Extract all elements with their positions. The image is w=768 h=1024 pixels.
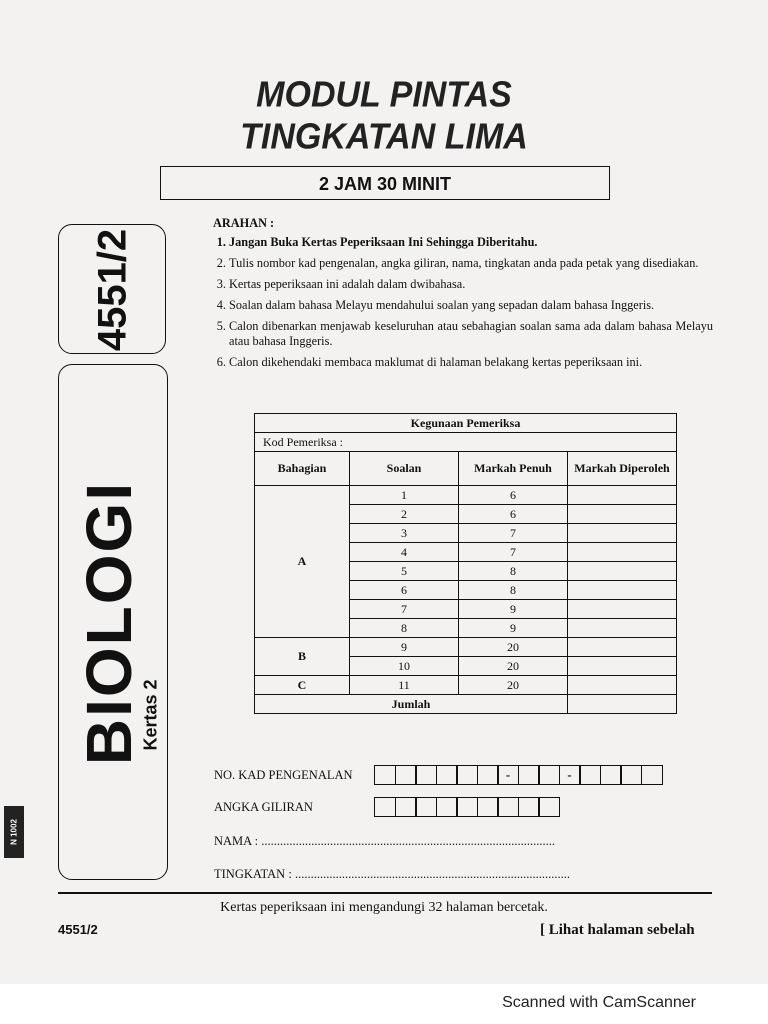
full-marks-cell: 8 [459, 562, 568, 581]
question-cell: 6 [350, 581, 459, 600]
section-cell: B [255, 638, 350, 676]
char-box[interactable] [579, 765, 601, 785]
subject-name: BIOLOGI [73, 480, 145, 766]
name-label: NAMA : [214, 834, 259, 848]
header-section: Bahagian [255, 452, 350, 486]
index-label: ANGKA GILIRAN [214, 800, 313, 814]
char-box[interactable] [600, 765, 622, 785]
marks-obtained-cell[interactable] [568, 657, 677, 676]
table-row [255, 486, 677, 505]
side-tag-text: N 1002 [9, 819, 19, 845]
full-marks-cell: 6 [459, 505, 568, 524]
question-cell: 8 [350, 619, 459, 638]
form-label: TINGKATAN : [214, 867, 292, 881]
char-box[interactable] [374, 765, 396, 785]
marks-obtained-cell[interactable] [568, 505, 677, 524]
form-field[interactable] [214, 867, 570, 882]
question-cell: 7 [350, 600, 459, 619]
char-box[interactable] [518, 797, 540, 817]
char-box[interactable] [456, 765, 478, 785]
footer-note: Kertas peperiksaan ini mengandungi 32 halaman bercetak. [220, 900, 548, 915]
char-box[interactable] [477, 797, 499, 817]
footer-paper-code: 4551/2 [58, 922, 98, 937]
marks-obtained-cell[interactable] [568, 524, 677, 543]
table-row [255, 676, 677, 695]
section-cell: A [255, 486, 350, 638]
name-field[interactable] [214, 834, 555, 849]
full-marks-cell: 9 [459, 619, 568, 638]
question-cell: 4 [350, 543, 459, 562]
table-row [255, 638, 677, 657]
marks-obtained-cell[interactable] [568, 562, 677, 581]
char-box[interactable] [518, 765, 540, 785]
paper-code: 4551/2 [90, 228, 135, 352]
full-marks-cell: 7 [459, 524, 568, 543]
instruction-item: 6. Calon dikehendaki membaca maklumat di halaman belakang kertas peperiksaan ini. [229, 355, 713, 370]
total-label: Jumlah [255, 695, 568, 714]
question-cell: 5 [350, 562, 459, 581]
header-question: Soalan [350, 452, 459, 486]
char-box[interactable] [620, 765, 642, 785]
full-marks-cell: 20 [459, 638, 568, 657]
index-input-boxes[interactable] [374, 797, 559, 817]
scanner-bar [0, 984, 768, 1024]
duration-box: 2 JAM 30 MINIT [160, 166, 610, 200]
char-box[interactable] [415, 765, 437, 785]
instruction-item: 1. Jangan Buka Kertas Peperiksaan Ini Sehingga Diberitahu. [229, 235, 713, 250]
char-box[interactable]: - [559, 765, 581, 785]
instruction-item: 2. Tulis nombor kad pengenalan, angka giliran, nama, tingkatan anda pada petak yang disediakan. [229, 256, 713, 271]
examiner-table [254, 413, 677, 714]
full-marks-cell: 20 [459, 676, 568, 695]
ic-input-boxes[interactable] [374, 765, 661, 785]
char-box[interactable] [641, 765, 663, 785]
marks-obtained-cell[interactable] [568, 638, 677, 657]
instructions-heading: ARAHAN : [213, 216, 275, 230]
char-box[interactable] [436, 765, 458, 785]
paper-code-box [58, 224, 166, 354]
header-full-marks: Markah Penuh [459, 452, 568, 486]
char-box[interactable] [395, 797, 417, 817]
char-box[interactable] [477, 765, 499, 785]
marks-obtained-cell[interactable] [568, 486, 677, 505]
question-cell: 2 [350, 505, 459, 524]
char-box[interactable]: - [497, 765, 519, 785]
question-cell: 1 [350, 486, 459, 505]
marks-obtained-cell[interactable] [568, 619, 677, 638]
examiner-code: Kod Pemeriksa : [255, 433, 677, 452]
char-box[interactable] [538, 765, 560, 785]
side-tag [4, 806, 24, 858]
char-box[interactable] [538, 797, 560, 817]
name-dots: .............................................................................................. [261, 834, 555, 848]
ic-label: NO. KAD PENGENALAN [214, 768, 353, 782]
instruction-item: 5. Calon dibenarkan menjawab keseluruhan atau sebahagian soalan sama ada dalam bahasa Melayu atau bahasa Inggeris. [229, 319, 713, 349]
section-cell: C [255, 676, 350, 695]
marks-obtained-cell[interactable] [568, 581, 677, 600]
question-cell: 10 [350, 657, 459, 676]
footer-divider [58, 892, 712, 894]
char-box[interactable] [497, 797, 519, 817]
full-marks-cell: 9 [459, 600, 568, 619]
total-value[interactable] [568, 695, 677, 714]
instruction-item: 4. Soalan dalam bahasa Melayu mendahului soalan yang sepadan dalam bahasa Inggeris. [229, 298, 713, 313]
marks-obtained-cell[interactable] [568, 676, 677, 695]
char-box[interactable] [436, 797, 458, 817]
paper-number: Kertas 2 [140, 679, 161, 751]
char-box[interactable] [456, 797, 478, 817]
form-dots: ........................................................................................ [294, 867, 570, 881]
full-marks-cell: 7 [459, 543, 568, 562]
header-marks-obtained: Markah Diperoleh [568, 452, 677, 486]
scanner-watermark: Scanned with CamScanner [502, 994, 696, 1011]
char-box[interactable] [395, 765, 417, 785]
full-marks-cell: 6 [459, 486, 568, 505]
examiner-table-title: Kegunaan Pemeriksa [255, 414, 677, 433]
marks-obtained-cell[interactable] [568, 600, 677, 619]
instructions [213, 216, 713, 376]
question-cell: 9 [350, 638, 459, 657]
title-line-1: MODUL PINTAS [256, 75, 512, 115]
instruction-item: 3. Kertas peperiksaan ini adalah dalam dwibahasa. [229, 277, 713, 292]
char-box[interactable] [374, 797, 396, 817]
marks-obtained-cell[interactable] [568, 543, 677, 562]
question-cell: 3 [350, 524, 459, 543]
question-cell: 11 [350, 676, 459, 695]
full-marks-cell: 8 [459, 581, 568, 600]
subject-box [58, 364, 168, 880]
full-marks-cell: 20 [459, 657, 568, 676]
footer-next-page: [ Lihat halaman sebelah [540, 922, 695, 938]
char-box[interactable] [415, 797, 437, 817]
title-line-2: TINGKATAN LIMA [240, 117, 528, 157]
